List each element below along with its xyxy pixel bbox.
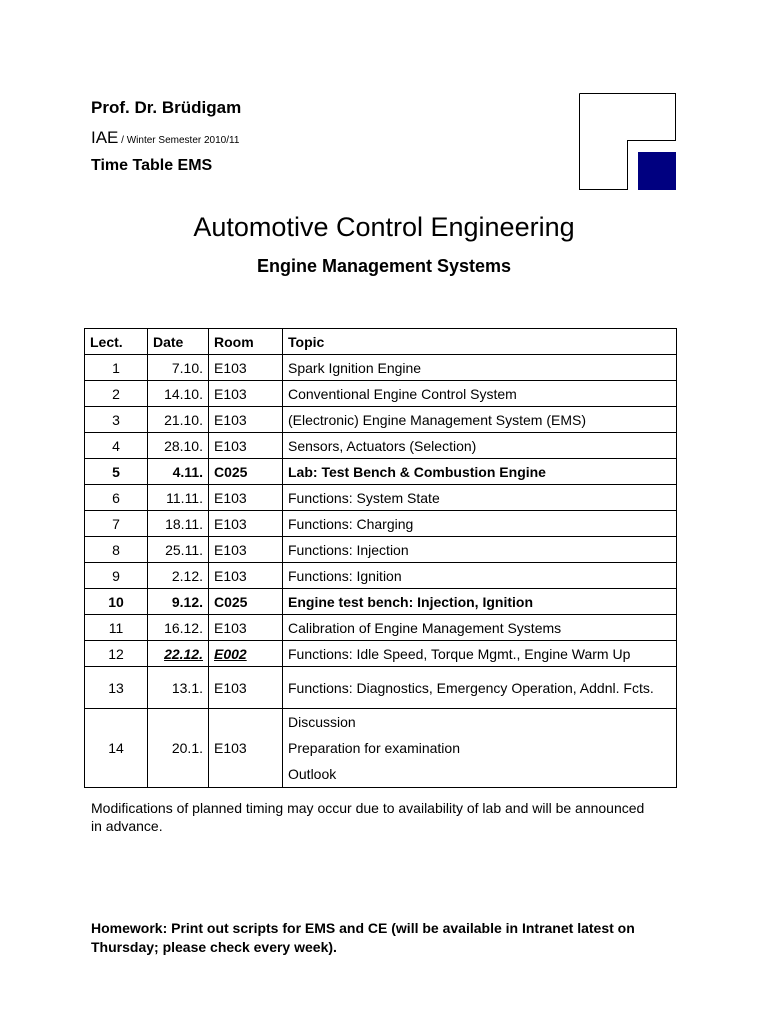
cell-date: 9.12. <box>148 589 209 615</box>
modification-note: Modifications of planned timing may occur due to availability of lab and will be announced in advance. <box>91 800 645 834</box>
cell-room: E103 <box>209 511 283 537</box>
topic-item: Preparation for examination <box>288 740 460 756</box>
table-row <box>85 667 677 709</box>
table-row <box>85 381 677 407</box>
table-row <box>85 433 677 459</box>
cell-lect: 12 <box>85 641 148 667</box>
institute-name: IAE <box>91 128 119 147</box>
cell-topic: Lab: Test Bench & Combustion Engine <box>283 459 677 485</box>
table-row <box>85 485 677 511</box>
table-row <box>85 641 677 667</box>
table-row <box>85 355 677 381</box>
cell-lect: 10 <box>85 589 148 615</box>
cell-topic: Functions: Idle Speed, Torque Mgmt., Engine Warm Up <box>283 641 677 667</box>
cell-date: 13.1. <box>148 667 209 709</box>
cell-date: 11.11. <box>148 485 209 511</box>
cell-room: E103 <box>209 407 283 433</box>
cell-date: 20.1. <box>148 709 209 788</box>
cell-room: C025 <box>209 589 283 615</box>
cell-room: E103 <box>209 667 283 709</box>
topic-item: Outlook <box>288 766 337 782</box>
table-row <box>85 407 677 433</box>
cell-lect: 11 <box>85 615 148 641</box>
table-row-lab <box>85 459 677 485</box>
col-header-room: Room <box>209 329 283 355</box>
cell-topic: Spark Ignition Engine <box>283 355 677 381</box>
institute-logo <box>579 93 676 190</box>
cell-date: 2.12. <box>148 563 209 589</box>
cell-room: E103 <box>209 537 283 563</box>
cell-date: 16.12. <box>148 615 209 641</box>
timetable-table <box>84 328 677 788</box>
cell-date: 21.10. <box>148 407 209 433</box>
table-row <box>85 709 677 788</box>
cell-topic: Functions: Ignition <box>283 563 677 589</box>
semester-label: / Winter Semester 2010/11 <box>118 135 240 146</box>
cell-topic: Sensors, Actuators (Selection) <box>283 433 677 459</box>
cell-date: 18.11. <box>148 511 209 537</box>
topic-item: Discussion <box>288 714 356 730</box>
cell-room: E103 <box>209 433 283 459</box>
cell-topic: Engine test bench: Injection, Ignition <box>283 589 677 615</box>
cell-room: E103 <box>209 709 283 788</box>
table-row <box>85 511 677 537</box>
cell-room <box>209 641 283 667</box>
cell-lect: 4 <box>85 433 148 459</box>
cell-lect: 3 <box>85 407 148 433</box>
cell-room: E103 <box>209 485 283 511</box>
cell-topic: Functions: System State <box>283 485 677 511</box>
logo-square <box>638 152 676 190</box>
cell-date: 28.10. <box>148 433 209 459</box>
table-row <box>85 537 677 563</box>
cell-room: E103 <box>209 355 283 381</box>
cell-topic: (Electronic) Engine Management System (EMS) <box>283 407 677 433</box>
cell-lect: 14 <box>85 709 148 788</box>
cell-date: 7.10. <box>148 355 209 381</box>
cell-topic: Conventional Engine Control System <box>283 381 677 407</box>
cell-room: E103 <box>209 381 283 407</box>
changed-room: E002 <box>214 645 247 662</box>
homework-note: Homework: Print out scripts for EMS and CE (will be available in Intranet latest on Thursday; please check every week). <box>91 920 635 955</box>
cell-lect: 6 <box>85 485 148 511</box>
cell-lect: 8 <box>85 537 148 563</box>
changed-date: 22.12. <box>164 645 203 662</box>
table-row <box>85 563 677 589</box>
cell-lect: 2 <box>85 381 148 407</box>
cell-topic: Functions: Diagnostics, Emergency Operation, Addnl. Fcts. <box>283 667 677 709</box>
cell-lect: 5 <box>85 459 148 485</box>
col-header-topic: Topic <box>283 329 677 355</box>
timetable-label: Time Table EMS <box>91 157 213 174</box>
cell-topic: Functions: Charging <box>283 511 677 537</box>
cell-lect: 9 <box>85 563 148 589</box>
institute-line <box>91 128 239 148</box>
table-header-row <box>85 329 677 355</box>
table-row <box>85 615 677 641</box>
col-header-lect: Lect. <box>85 329 148 355</box>
cell-lect: 7 <box>85 511 148 537</box>
cell-room: E103 <box>209 615 283 641</box>
cell-room: E103 <box>209 563 283 589</box>
cell-date: 4.11. <box>148 459 209 485</box>
cell-topic <box>283 709 677 788</box>
col-header-date: Date <box>148 329 209 355</box>
cell-lect: 13 <box>85 667 148 709</box>
cell-topic: Calibration of Engine Management Systems <box>283 615 677 641</box>
cell-room: C025 <box>209 459 283 485</box>
professor-name: Prof. Dr. Brüdigam <box>91 98 242 117</box>
cell-topic: Functions: Injection <box>283 537 677 563</box>
page-title: Automotive Control Engineering <box>193 212 575 242</box>
table-row-lab <box>85 589 677 615</box>
page-subtitle: Engine Management Systems <box>256 256 512 276</box>
cell-date: 25.11. <box>148 537 209 563</box>
cell-date: 14.10. <box>148 381 209 407</box>
cell-date <box>148 641 209 667</box>
cell-lect: 1 <box>85 355 148 381</box>
